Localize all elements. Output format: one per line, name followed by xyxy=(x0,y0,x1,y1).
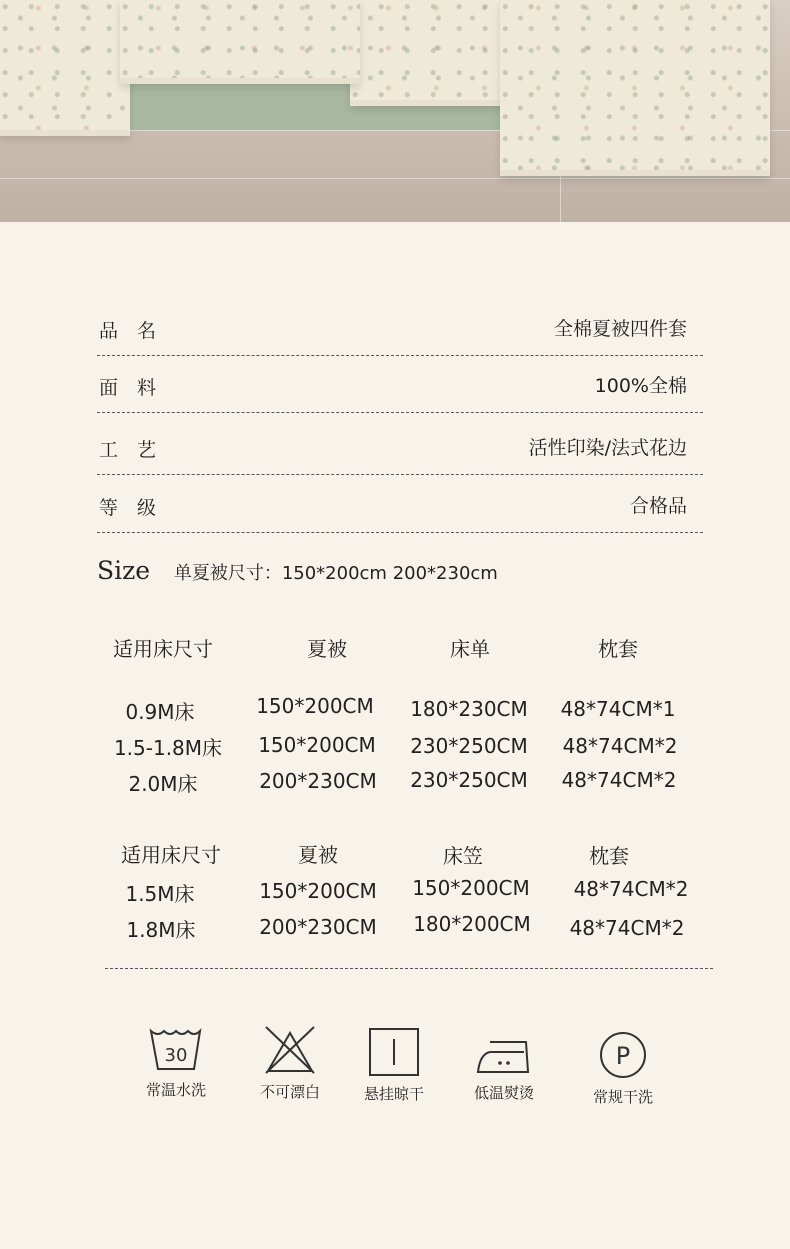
table-cell: 200*230CM xyxy=(259,769,377,793)
spec-row-fabric xyxy=(97,355,703,413)
table-cell: 180*200CM xyxy=(413,912,531,936)
table-cell: 230*250CM xyxy=(410,768,528,792)
care-label: 不可漂白 xyxy=(259,1083,320,1101)
table-cell: 150*200CM xyxy=(259,879,377,903)
table-cell: 48*74CM*2 xyxy=(573,877,689,901)
care-label: 常温水洗 xyxy=(145,1081,206,1099)
no-bleach-icon xyxy=(262,1025,318,1075)
table-header: 床单 xyxy=(450,637,490,661)
table-header: 夏被 xyxy=(298,843,338,867)
table-cell: 2.0M床 xyxy=(128,772,198,796)
size-text: 单夏被尺寸：150*200cm 200*230cm xyxy=(173,563,498,584)
table-cell: 1.5M床 xyxy=(125,882,195,906)
size-note xyxy=(97,556,498,585)
table-cell: 200*230CM xyxy=(259,915,377,939)
table-header: 床笠 xyxy=(443,844,483,868)
spec-value: 100%全棉 xyxy=(594,375,687,397)
spec-label: 品 名 xyxy=(99,320,157,342)
table-cell: 1.8M床 xyxy=(126,918,196,942)
spec-value: 合格品 xyxy=(629,495,687,517)
dry-clean-mark: P xyxy=(615,1042,631,1070)
spec-label: 面 料 xyxy=(99,377,157,399)
table-cell: 150*200CM xyxy=(256,694,374,718)
product-photo xyxy=(0,0,790,222)
section-divider xyxy=(105,968,713,969)
spec-value: 全棉夏被四件套 xyxy=(553,318,687,340)
table-cell: 48*74CM*1 xyxy=(560,697,676,721)
table-header: 枕套 xyxy=(598,637,638,661)
care-label: 低温熨烫 xyxy=(473,1084,534,1102)
table-cell: 1.5-1.8M床 xyxy=(113,736,223,760)
wash-temp: 30 xyxy=(164,1045,188,1066)
table-header: 枕套 xyxy=(589,844,629,868)
size-heading: Size xyxy=(97,556,151,585)
table-cell: 48*74CM*2 xyxy=(562,734,678,758)
table-cell: 48*74CM*2 xyxy=(561,768,677,792)
spec-label: 工 艺 xyxy=(99,439,157,461)
spec-row-grade xyxy=(97,475,703,533)
table-cell: 150*200CM xyxy=(412,876,530,900)
spec-label: 等 级 xyxy=(99,497,157,519)
care-item-hang-dry xyxy=(339,1027,449,1104)
table-cell: 180*230CM xyxy=(410,697,528,721)
dry-clean-icon xyxy=(597,1030,649,1080)
table-header: 夏被 xyxy=(307,637,347,661)
spec-row-craft xyxy=(97,412,703,475)
care-label: 悬挂晾干 xyxy=(363,1085,424,1103)
care-item-wash xyxy=(121,1027,231,1100)
table-cell: 48*74CM*2 xyxy=(569,916,685,940)
spec-row-name xyxy=(97,298,703,356)
care-item-no-bleach xyxy=(235,1025,345,1102)
table-cell: 0.9M床 xyxy=(125,700,195,724)
low-iron-icon xyxy=(476,1036,532,1076)
spec-value: 活性印染/法式花边 xyxy=(528,437,687,459)
table-header: 适用床尺寸 xyxy=(121,843,221,867)
table-header: 适用床尺寸 xyxy=(113,637,213,661)
table-cell: 230*250CM xyxy=(410,734,528,758)
table-cell: 150*200CM xyxy=(258,733,376,757)
hang-dry-icon xyxy=(368,1027,420,1077)
care-item-iron xyxy=(449,1036,559,1103)
care-label: 常规干洗 xyxy=(592,1088,653,1106)
care-item-dry-clean xyxy=(568,1030,678,1107)
wash-30-icon xyxy=(148,1027,204,1073)
